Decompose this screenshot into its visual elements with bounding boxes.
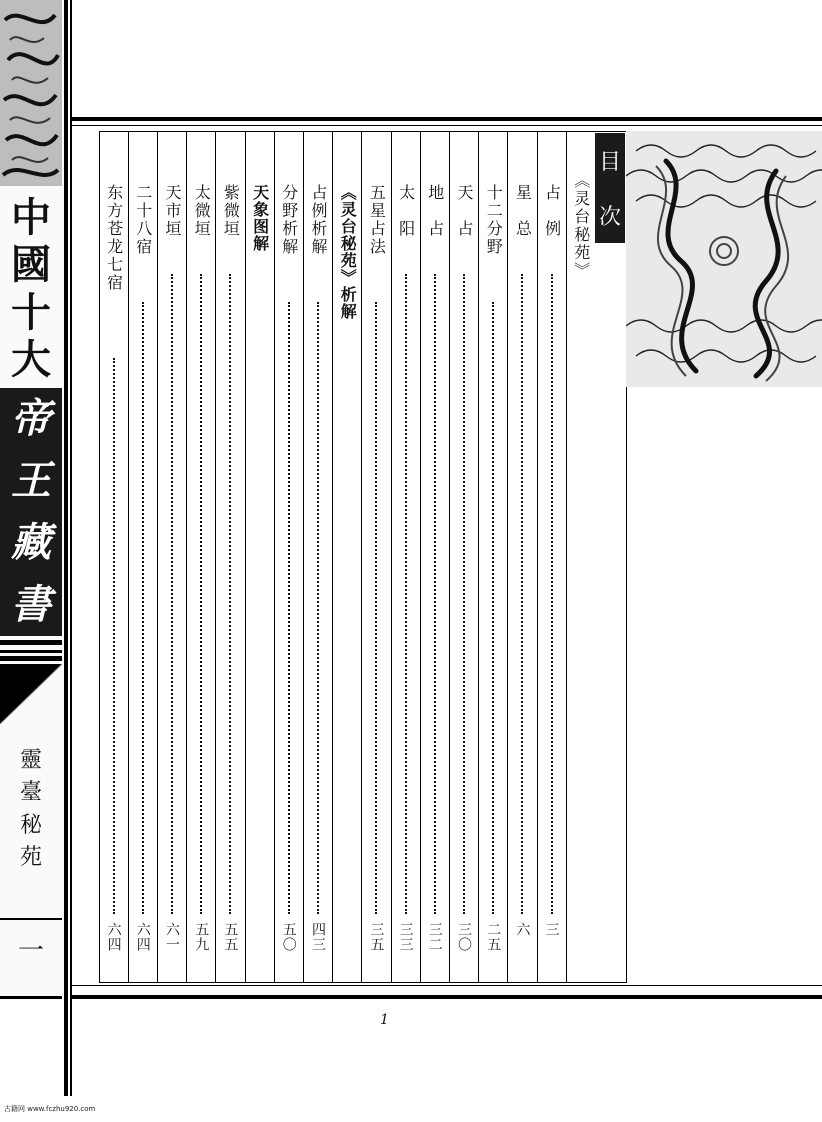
series-subtitle-char: 王 [11, 457, 51, 504]
toc-entry-title: 二十八宿 [133, 184, 153, 256]
page-folio: 1 [380, 1012, 389, 1028]
spine-edge-rule [64, 0, 68, 1096]
toc-entry-title: 太 阳 [396, 184, 416, 238]
spine-divider [0, 996, 62, 999]
toc-entry-title: 天市垣 [163, 184, 182, 238]
toc-entry[interactable] [420, 132, 449, 982]
toc-entry[interactable] [449, 132, 478, 982]
spine-divider [0, 918, 62, 920]
toc-entry[interactable] [215, 132, 244, 982]
toc-entry[interactable] [478, 132, 507, 982]
toc-entry-title: 天象图解 [250, 184, 270, 252]
toc-dot-leader [521, 274, 525, 914]
toc-entry-title: 地 占 [425, 184, 445, 238]
toc-dot-leader [492, 302, 496, 914]
toc-page-number: 三二 [426, 922, 443, 952]
toc-dot-leader [405, 274, 409, 914]
toc-page-number: 三三 [397, 922, 414, 952]
toc-entry[interactable] [537, 132, 566, 982]
series-title-char: 大 [11, 336, 51, 384]
toc-page-number: 五九 [193, 922, 210, 952]
toc-dot-leader [434, 274, 438, 914]
frame-top-rule [70, 125, 822, 126]
toc-entry-title: 东方苍龙七宿 [104, 184, 124, 292]
toc-heading-char: 次 [598, 205, 621, 230]
series-subtitle-char: 藏 [11, 519, 51, 566]
toc-page-number: 三五 [368, 922, 385, 952]
book-name-char: 靈 [19, 747, 42, 773]
toc-page-number: 三〇 [456, 922, 472, 952]
toc-dot-leader [551, 274, 555, 914]
toc-dot-leader [113, 358, 117, 914]
toc-box-bottom [99, 982, 626, 983]
toc-page-number: 六四 [105, 922, 122, 952]
toc-dot-leader [463, 274, 467, 914]
toc-entry[interactable] [245, 132, 274, 982]
series-subtitle-char: 帝 [11, 395, 51, 442]
series-title-char: 國 [11, 241, 51, 289]
spine-dragon-pattern [0, 0, 62, 186]
series-subtitle-calligraphy [0, 388, 62, 636]
toc-heading [595, 133, 625, 243]
toc-heading-char: 目 [598, 150, 621, 175]
toc-entry[interactable] [361, 132, 390, 982]
book-name-char: 苑 [19, 845, 42, 871]
spine-divider [0, 650, 62, 653]
book-name [0, 742, 62, 872]
toc-page-number: 六 [514, 922, 531, 937]
frame-top-rule [70, 117, 822, 121]
spine-divider [0, 640, 62, 645]
series-subtitle-char: 書 [11, 581, 51, 628]
watermark-url: 古籍网 www.fczhu920.com [4, 1105, 96, 1113]
toc-entry-title: 天 占 [455, 184, 474, 238]
book-name-char: 臺 [19, 780, 42, 806]
spine-wedge-ornament [0, 664, 62, 724]
volume-number: 一 [17, 936, 44, 966]
spine-edge-rule [70, 0, 72, 1096]
toc-entry[interactable] [303, 132, 332, 982]
toc-entry-title: 占 例 [542, 184, 562, 238]
toc-page-number: 五五 [222, 922, 239, 952]
toc-entry-title: 太微垣 [192, 184, 212, 238]
toc-dot-leader [375, 302, 379, 914]
toc-entry[interactable] [274, 132, 303, 982]
toc-entry[interactable] [157, 132, 186, 982]
toc-entry-title: 五星占法 [367, 184, 387, 256]
book-name-char: 秘 [19, 812, 42, 838]
series-title [0, 194, 62, 384]
toc-entry[interactable] [186, 132, 215, 982]
toc-dot-leader [288, 302, 292, 914]
toc-dot-leader [142, 302, 146, 914]
toc-entry-title: 星 总 [513, 184, 533, 238]
toc-entry[interactable] [507, 132, 536, 982]
series-title-char: 中 [11, 193, 51, 241]
toc-entry-title: 分野析解 [279, 184, 299, 256]
toc-entry-title: 十二分野 [484, 184, 504, 256]
toc-dot-leader [317, 302, 321, 914]
toc-entry[interactable] [391, 132, 420, 982]
toc-page-number: 五〇 [280, 922, 297, 952]
toc-dot-leader [200, 274, 204, 914]
toc-page-number: 四三 [310, 922, 326, 952]
toc-entry-title: 紫微垣 [221, 184, 241, 238]
toc-page-number: 三 [543, 922, 560, 937]
frame-bottom-rule [70, 985, 822, 986]
toc-entry[interactable] [128, 132, 157, 982]
toc-entry[interactable] [99, 132, 128, 982]
toc-entry-title: 《灵台秘苑》析解 [338, 184, 358, 320]
book-spine [0, 0, 64, 1000]
toc-dot-leader [229, 274, 233, 914]
toc-page-number: 六一 [164, 922, 180, 952]
toc-entry[interactable] [566, 132, 595, 982]
series-title-char: 十 [11, 288, 51, 336]
toc-entry-title: 占例析解 [309, 184, 328, 256]
toc-dot-leader [171, 274, 175, 914]
toc-page-number: 六四 [134, 922, 151, 952]
spine-divider [0, 656, 62, 661]
toc-entry[interactable] [332, 132, 361, 982]
dragon-illustration [626, 131, 822, 387]
frame-bottom-rule [70, 995, 822, 999]
toc-entry-title: 《灵台秘苑》 [571, 172, 591, 280]
toc-page-number: 二五 [485, 922, 502, 952]
